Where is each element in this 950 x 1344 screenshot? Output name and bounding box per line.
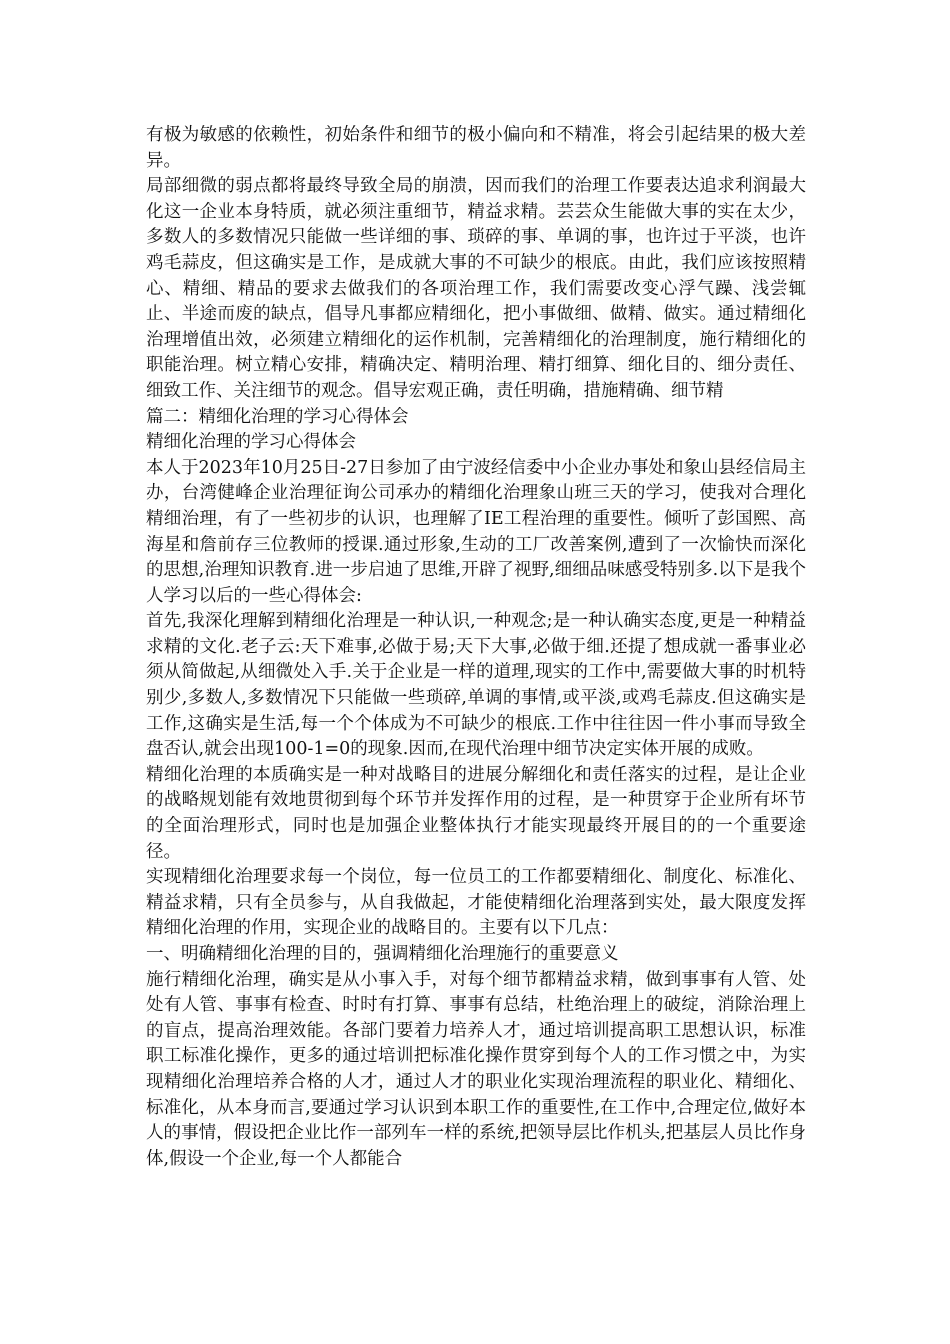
paragraph-first-point: 首先,我深化理解到精细化治理是一种认识,一种观念;是一种认确实态度,更是一种精益求精的文化.老子云:天下难事,必做于易;天下大事,必做于细.还提了想成就一番事业必须从简做起,从细微处入手.关于企业是一样的道理,现实的工作中,需要做大事的时机特别少,多数人,多数情况下只能做一些琐碎,单调的事情,或平淡,或鸡毛蒜皮.但这确实是工作,这确实是生活,每一个个体成为不可缺少的根底.工作中往往因一件小事而导致全盘否认,就会出现100-1=0的现象.因而,在现代治理中细节决定实体开展的成败。 xyxy=(146,611,806,760)
paragraph-implementation: 施行精细化治理，确实是从小事入手，对每个细节都精益求精，做到事事有人管、处处有人管、事事有检查、时时有打算、事事有总结，杜绝治理上的破绽，消除治理上的盲点，提高治理效能。各部门要着力培养人才，通过培训提高职工思想认识，标准职工标准化操作，更多的通过培训把标准化操作贯穿到每个人的工作习惯之中，为实现精细化治理培养合格的人才，通过人才的职业化实现治理流程的职业化、精细化、标准化，从本身而言,要通过学习认识到本职工作的重要性,在工作中,合理定位,做好本人的事情，假设把企业比作一部列车一样的系统,把领导层比作机头,把基层人员比作身体,假设一个企业,每一个人都能合 xyxy=(146,969,806,1169)
paragraph-requirements: 实现精细化治理要求每一个岗位，每一位员工的工作都要精细化、制度化、标准化、精益求精，只有全员参与，从自我做起，才能使精细化治理落到实处，最大限度发挥精细化治理的作用，实现企业的战略目的。主要有以下几点： xyxy=(146,867,806,939)
paragraph-essence: 精细化治理的本质确实是一种对战略目的进展分解细化和责任落实的过程，是让企业的战略规划能有效地贯彻到每个环节并发挥作用的过程，是一种贯穿于企业所有坏节的全面治理形式，同时也是加强企业整体执行才能实现最终开展目的的一个重要途径。 xyxy=(146,764,806,862)
document-page xyxy=(146,123,806,1172)
subheading-one: 一、明确精细化治理的目的，强调精细化治理施行的重要意义 xyxy=(146,944,619,964)
section-heading: 篇二：精细化治理的学习心得体会 xyxy=(146,406,409,427)
paragraph-detail-weakness: 局部细微的弱点都将最终导致全局的崩溃，因而我们的治理工作要表达追求利润最大化这一企业本身特质，就必须注重细节，精益求精。芸芸众生能做大事的实在太少，多数人的多数情况只能做一些详细的事、琐碎的事、单调的事，也许过于平淡，也许鸡毛蒜皮，但这确实是工作，是成就大事的不可缺少的根底。由此，我们应该按照精心、精细、精品的要求去做我们的各项治理工作，我们需要改变心浮气躁、浅尝辄止、半途而废的缺点，倡导凡事都应精细化，把小事做细、做精、做实。通过精细化治理增值出效，必须建立精细化的运作机制，完善精细化的治理制度，施行精细化的职能治理。树立精心安排，精确决定、精明治理、精打细算、细化目的、细分责任、细致工作、关注细节的观念。倡导宏观正确，责任明确，措施精确、细节精 xyxy=(146,176,806,401)
paragraph-continuation: 有极为敏感的依赖性，初始条件和细节的极小偏向和不精准，将会引起结果的极大差异。 xyxy=(146,125,806,171)
paragraph-intro: 本人于2023年10月25日-27日参加了由宁波经信委中小企业办事处和象山县经信局主办，台湾健峰企业治理征询公司承办的精细化治理象山班三天的学习，使我对合理化精细治理，有了一些初步的认识，也理解了IE工程治理的重要性。倾听了彭国熙、高海星和詹前存三位教师的授课.通过形象,生动的工厂改善案例,遭到了一次愉快而深化的思想,治理知识教育.进一步启迪了思维,开辟了视野,细细品味感受特别多.以下是我个人学习以后的一些心得体会: xyxy=(146,457,806,606)
article-title: 精细化治理的学习心得体会 xyxy=(146,432,356,453)
